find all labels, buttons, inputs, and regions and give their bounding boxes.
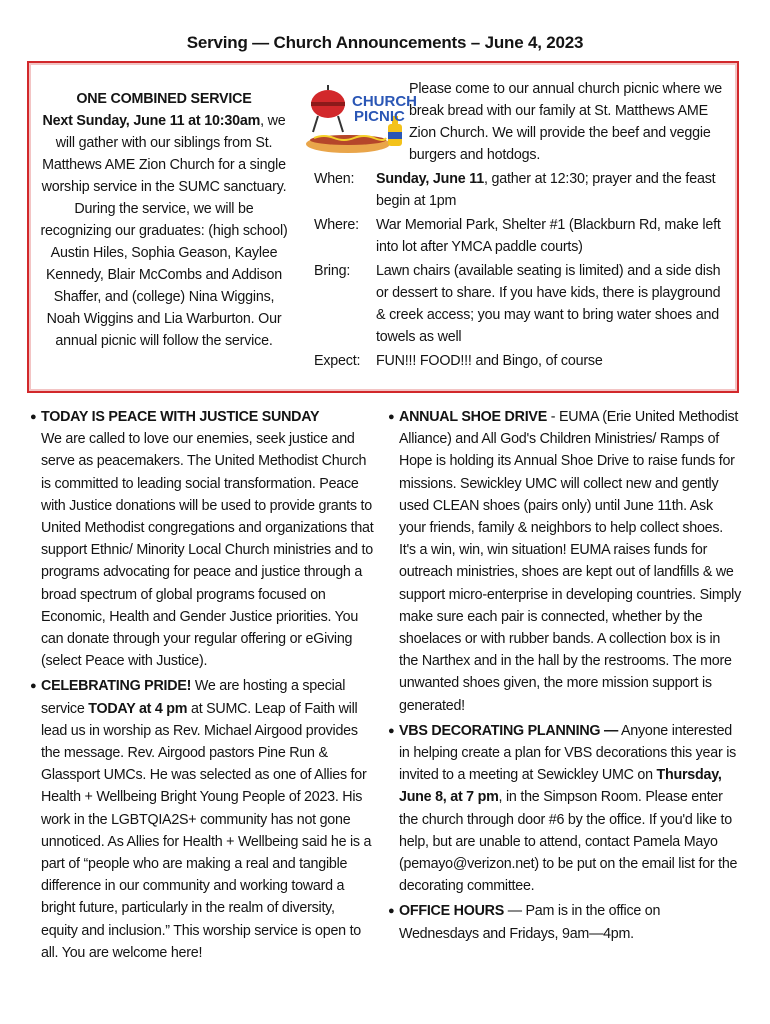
announcement-title: TODAY IS PEACE WITH JUSTICE SUNDAY [41, 409, 320, 425]
picnic-bring-row [314, 260, 729, 348]
announcement-title: ANNUAL SHOE DRIVE [399, 409, 548, 425]
announcement-body: — Pam is in the office on Wednesdays and Fridays, 9am—4pm. [399, 903, 661, 942]
announcement-body: We are called to love our enemies, seek justice and serve as peacemakers. The United Methodist Church is committed to leading social transformation. Peace with Justice donations will be used to provide grants to United Methodist congregations and organizations that support Ethnic/ Minority Local Church ministries and to programs advocating for peace and justice through a broad spectrum of global programs focused on Economic, Health and Gender Justice priorities. You can donate through your regular offering or eGiving (select Peace with Justice). [41, 431, 374, 670]
bullet-icon: ● [388, 411, 395, 423]
announcement-body-post: at SUMC. Leap of Faith will lead us in worship as Rev. Michael Airgood provides the message. Rev. Airgood pastors Pine Run & Glassport UMCs. He was selected as one of Allies for Health + Wellbeing Bright Young People of 2023. His work in the LGBTQIA2S+ community has not gone unnoticed. As Allies for Health + Wellbeing said he is a part of “people who are making a real and tangible difference in our community and working toward a bright future, particularly in the realm of diversity, equity and inclusion.” This worship service is open to all. You are welcome here! [41, 700, 372, 961]
announcement-body-bold: TODAY at 4 pm [88, 700, 188, 717]
church-picnic-logo [304, 82, 417, 158]
announcement-vbs-decorating [388, 720, 742, 898]
bullet-icon: ● [30, 680, 37, 693]
announcement-shoe-drive [388, 406, 742, 717]
where-value: War Memorial Park, Shelter #1 (Blackburn Rd, make left into lot after YMCA paddle courts) [376, 217, 721, 255]
announcement-body: - EUMA (Erie United Methodist Alliance) and All God's Children Ministries/ Ramps of Hope is holding its Annual Shoe Drive to raise funds for missions. Sewickley UMC will collect new and gently used CLEAN shoes (pairs only) until June 11th. Ask your friends, family & neighbors to help collect shoes. It's a win, win, win situation! EUMA raises funds for outreach ministries, shoes are kept out of landfills & we support micro-enterprise in developing countries. Simply make sure each pair is connected, whether by the shoelaces or with rubber bands. A collection box is in the Narthex and in the hall by the restrooms. The more unwanted shoes given, the more mission support is generated! [399, 409, 741, 714]
bullet-icon: ● [388, 724, 395, 737]
announcement-pride [30, 675, 375, 964]
picnic-intro: Please come to our annual church picnic where we break bread with our family at St. Matthews AME Zion Church. We will provide the beef and veggie burgers and hotdogs. [409, 81, 723, 163]
picnic-details [314, 168, 729, 372]
picnic-expect-row [314, 350, 729, 372]
left-column [30, 406, 375, 966]
page-title: Serving — Church Announcements – June 4, 2023 [186, 33, 584, 52]
announcement-title: CELEBRATING PRIDE! [41, 678, 192, 695]
combined-service-text: , we will gather with our siblings from St. Matthews AME Zion Church for a single worship service in the SUMC sanctuary. During the service, we will be recognizing our graduates: (high school) Austin Hiles, Sophia Geason, Kaylee Kennedy, Blair McCombs and Addison Shaffer, and (college) Nina Wiggins, Noah Wiggins and Lia Warburton. Our annual picnic will follow the service. [40, 113, 288, 349]
announcement-office-hours [388, 900, 742, 944]
announcement-body-bold: Thursday, June 8, at 7 pm [399, 767, 722, 806]
when-label: When: [314, 171, 355, 187]
right-column [388, 406, 742, 947]
when-date: Sunday, June 11 [376, 171, 484, 187]
combined-service-section [38, 88, 290, 352]
bullet-icon: ● [388, 905, 395, 918]
announcement-body-post: , in the Simpson Room. Please enter the church through door #6 by the office. If you'd like to help, but are unable to attend, contact Pamela Mayo (pemayo@verizon.net) to be put on the email list for the decorating committee. [399, 789, 738, 895]
combined-service-date: Next Sunday, June 11 at 10:30am [42, 113, 261, 129]
announcement-peace-with-justice [30, 406, 375, 672]
where-label: Where: [314, 217, 359, 233]
announcement-body-pre: We are hosting a special service [41, 678, 346, 717]
bring-value: Lawn chairs (available seating is limited) and a side dish or dessert to share. If you have kids, there is playground & creek access; you may want to bring water shoes and towels as well [376, 263, 721, 345]
picnic-where-row [314, 214, 729, 258]
announcement-body-pre: Anyone interested in helping create a plan for VBS decorations this year is invited to a meeting at Sewickley UMC on [399, 722, 737, 784]
logo-text-picnic: PICNIC [354, 108, 405, 125]
when-value [376, 168, 729, 212]
bullet-icon: ● [30, 411, 37, 423]
logo-text-church: CHURCH [352, 93, 417, 110]
expect-value: FUN!!! FOOD!!! and Bingo, of course [376, 353, 603, 369]
when-rest: , gather at 12:30; prayer and the feast begin at 1pm [376, 171, 716, 209]
bring-label: Bring: [314, 263, 351, 279]
combined-service-heading: ONE COMBINED SERVICE [76, 91, 252, 107]
expect-label: Expect: [314, 353, 361, 369]
announcement-title: VBS DECORATING PLANNING — [399, 722, 619, 739]
picnic-when-row [314, 168, 729, 212]
announcement-title: OFFICE HOURS [399, 903, 505, 920]
